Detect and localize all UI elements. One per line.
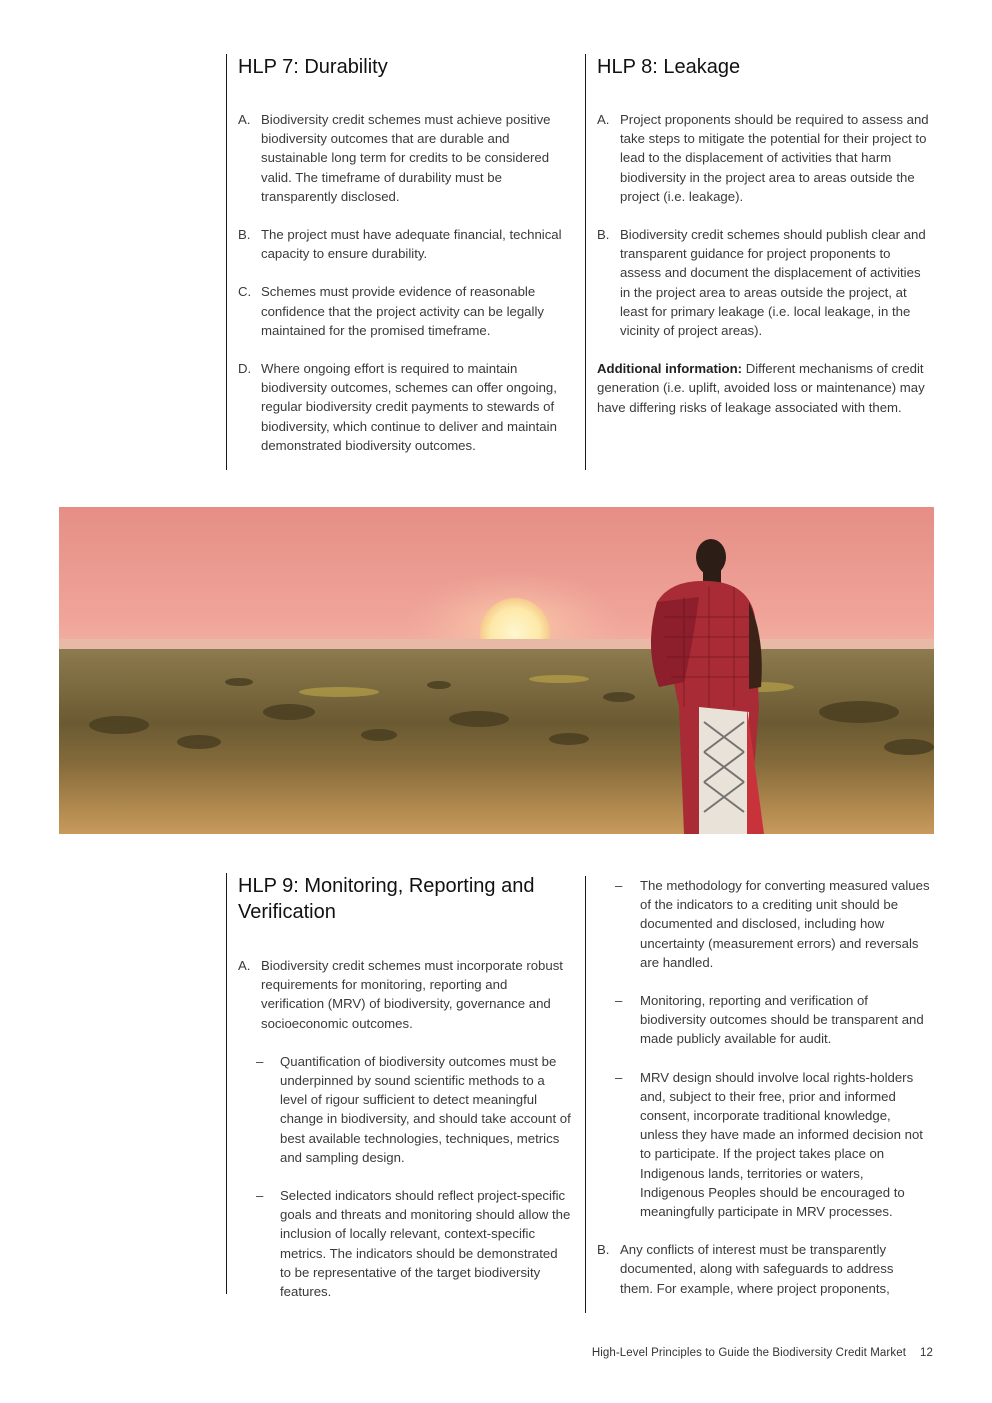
hlp9-bullet-quantification: – Quantification of biodiversity outcomes must be underpinned by sound scientific methods to a level of rigour sufficient to detect meaningful change in biodiversity, and should take account of best available technologies, techniques, metrics and sampling design. — [256, 1053, 571, 1165]
hlp9-left-column — [226, 873, 571, 1300]
hlp7-item-b: B. The project must have adequate financial, technical capacity to ensure durability. — [238, 227, 562, 262]
hlp7-item-d: D. Where ongoing effort is required to maintain biodiversity outcomes, schemes can offer ongoing, regular biodiversity credit payments to stewards of biodiversity, which continue to deliver and maintain demonstrated biodiversity outcomes. — [238, 361, 557, 453]
hlp7-item-a: A. Biodiversity credit schemes must achieve positive biodiversity outcomes that are durable and sustainable long term for credits to be considered valid. The timeframe of durability must be transparently disclosed. — [238, 112, 551, 204]
additional-info-label: Additional information: — [597, 361, 743, 377]
footer-title: High-Level Principles to Guide the Biodiversity Credit Market — [591, 1347, 906, 1359]
hlp8-column — [585, 54, 930, 470]
hlp9-title: HLP 9: Monitoring, Reporting and Verification — [238, 875, 535, 923]
savanna-sunset-photo — [59, 507, 934, 834]
hlp9-item-a: A. Biodiversity credit schemes must incorporate robust requirements for monitoring, reporting and verification (MRV) of biodiversity, governance and socioeconomic outcomes. — [238, 958, 563, 1031]
hlp8-item-b: B. Biodiversity credit schemes should publish clear and transparent guidance for project proponents to assess and document the displacement of activities in the project area to areas outside the project, at least for primary leakage (i.e. local leakage, in the vicinity of project areas). — [597, 227, 926, 339]
hlp8-item-a: A. Project proponents should be required to assess and take steps to mitigate the potential for their project to lead to the displacement of activities that harm biodiversity in the project area to areas outside the project (i.e. leakage). — [597, 112, 929, 204]
page-footer — [592, 1347, 933, 1359]
hlp9-item-b: B. Any conflicts of interest must be transparently documented, along with safeguards to address them. For example, where project proponents, — [597, 1242, 894, 1296]
hlp8-title: HLP 8: Leakage — [597, 56, 741, 78]
hlp8-additional-info: Additional information: Different mechanisms of credit generation (i.e. uplift, avoided loss or maintenance) may have differing risks of leakage associated with them. — [597, 361, 925, 415]
hlp9-bullet-mrv-design: – MRV design should involve local rights-holders and, subject to their free, prior and informed consent, incorporate traditional knowledge, unless they have made an informed decision not to participate. If the project takes place on Indigenous lands, territories or waters, Indigenous Peoples should be encouraged to meaningfully participate in MRV processes. — [615, 1069, 923, 1220]
hlp9-bullet-methodology: – The methodology for converting measured values of the indicators to a crediting unit should be documented and disclosed, including how uncertainty (measurement errors) and reversals are handled. — [615, 878, 930, 970]
hlp7-column — [226, 54, 571, 470]
hlp9-right-column — [585, 876, 930, 1313]
hlp7-title: HLP 7: Durability — [238, 56, 388, 78]
hlp9-bullet-indicators: – Selected indicators should reflect project-specific goals and threats and monitoring should allow the inclusion of locally relevant, context-specific metrics. The indicators should be demonstrated to be representative of the target biodiversity features. — [256, 1188, 571, 1300]
page-number: 12 — [920, 1347, 933, 1359]
hlp9-bullet-mrv-transparency: – Monitoring, reporting and verification of biodiversity outcomes should be transparent and made publicly available for audit. — [615, 993, 924, 1047]
hlp7-item-c: C. Schemes must provide evidence of reasonable confidence that the project activity can be legally maintained for the promised timeframe. — [238, 284, 544, 338]
